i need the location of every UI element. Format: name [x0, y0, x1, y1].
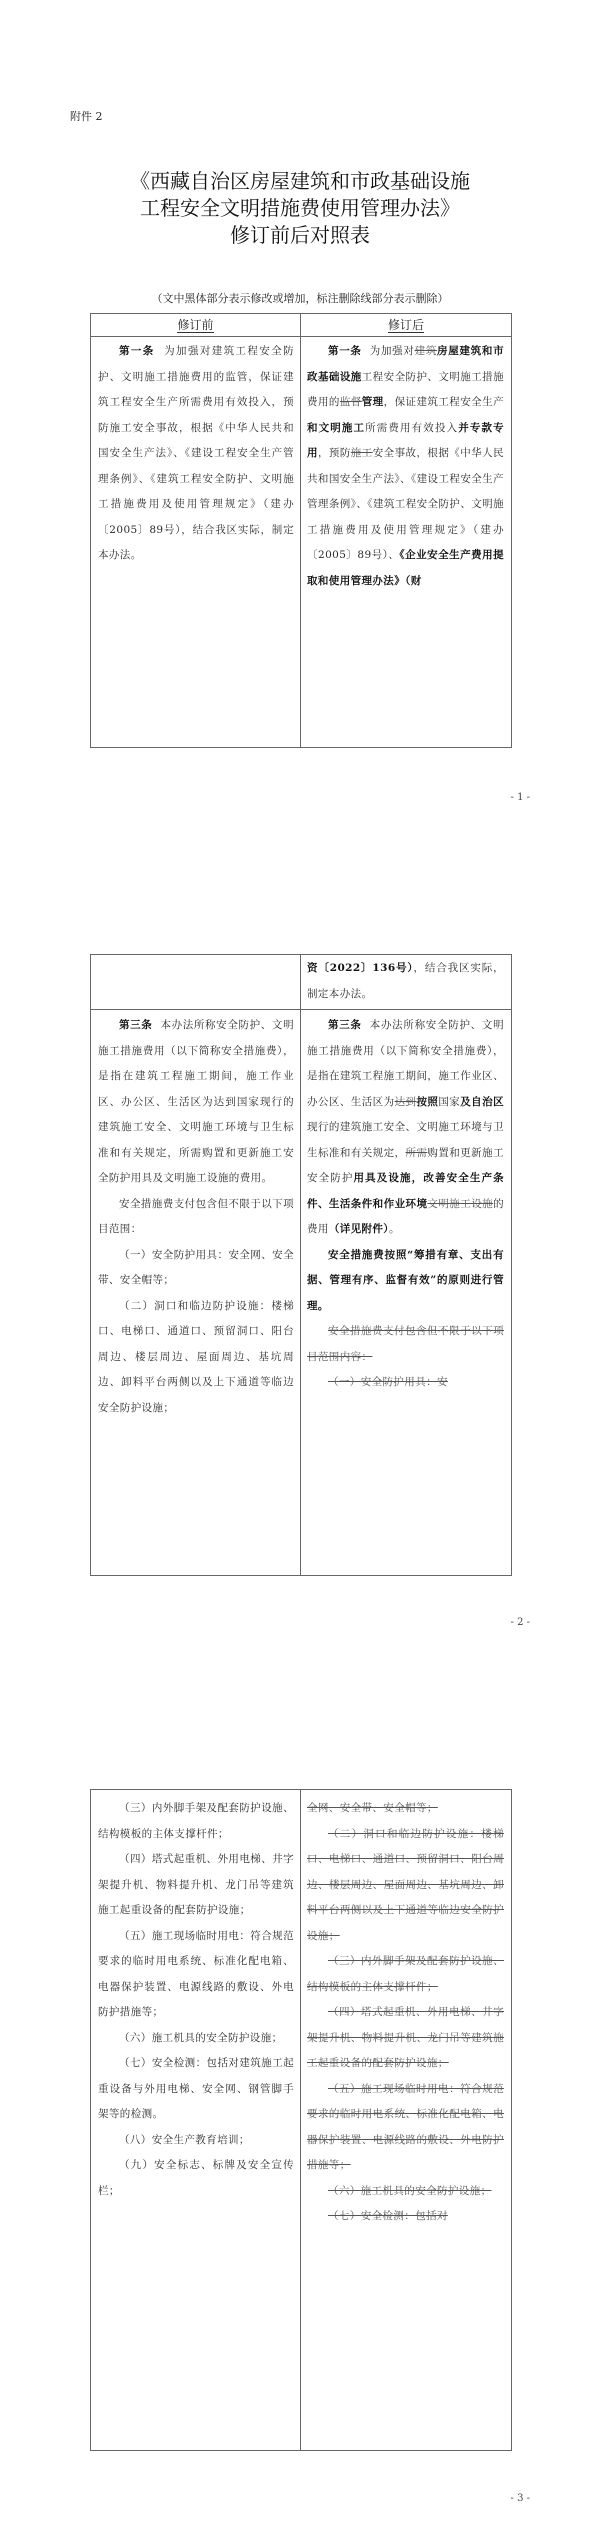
cell-after-items: 全网、安全带、安全帽等； （二）洞口和临边防护设施：楼梯口、电梯口、通道口、预留洞口、阳台周边、楼层周边、屋面周边、基坑周边、卸料平台两侧以及上下通道等临边安全防护设施； （三）内外脚手架及配套防护设施、结构模板的主体支撑杆件； （四）塔式起重机、外用电梯、井字架提升机、物料提升机、龙门吊等建筑施工起重设备的配套防护设施； （五）施工现场临时用电：符合规范要求的临时用电系统、标准化配电箱、电器保护装置、电源线路的敷设、外电防护措施等； （六）施工机具的安全防护设施； （七）安全检测：包括对 — [307, 1802, 504, 2222]
document-title-line-3: 修订前后对照表 — [230, 223, 370, 247]
header-after: 修订后 — [301, 314, 511, 337]
page-number-2: - 2 - — [510, 1617, 530, 1628]
cell-after-article-3: 第三条 本办法所称安全防护、文明施工措施费用（以下简称安全措施费），是指在建筑工程施工期间，施工作业区、办公区、生活区为达到按照国家及自治区现行的建筑施工安全、文明施工环境与卫生标准和有关规定，所需购置和更新施工安全防护用具及设施，改善安全生产条件、生活条件和作业环境文明施工设施的费用（详见附件）。 安全措施费按照“筹措有章、支出有据、管理有序、监督有效”的原则进行管理。 安全措施费支付包含但不限于以下项目范围内容： （一）安全防护用具：安 — [307, 1019, 504, 1388]
cell-before-items: （三）内外脚手架及配套防护设施、结构模板的主体支撑杆件； （四）塔式起重机、外用电梯、井字架提升机、物料提升机、龙门吊等建筑施工起重设备的配套防护设施； （五）施工现场临时用电：符合规范要求的临时用电系统、标准化配电箱、电器保护装置、电源线路的敷设、外电防护措施等； （六）施工机具的安全防护设施； （七）安全检测：包括对建筑施工起重设备与外用电梯、安全网、钢管脚手架等的检测。 （八）安全生产教育培训； （九）安全标志、标牌及安全宣传栏； — [98, 1802, 294, 2197]
comparison-table-page-2 — [90, 954, 512, 1576]
cell-after-article-1: 第一条 为加强对建筑房屋建筑和市政基础设施工程安全防护、文明施工措施费用的监督管理，保证建筑工程安全生产和文明施工所需费用有效投入并专款专用，预防施工安全事故，根据《中华人民共和国安全生产法》、《建设工程安全生产管理条例》、《建筑工程安全防护、文明施工措施费用及使用管理规定》（建办〔2005〕89号）、《企业安全生产费用提取和使用管理办法》（财 — [307, 345, 505, 587]
page-number-3: - 3 - — [510, 2493, 530, 2504]
document-title-line-2: 工程安全文明措施费使用管理办法》 — [140, 196, 460, 220]
document-title-line-1: 《西藏自治区房屋建筑和市政基础设施 — [130, 169, 470, 193]
comparison-table-page-1 — [90, 313, 512, 748]
comparison-table-page-3 — [90, 1789, 512, 2451]
header-before: 修订前 — [91, 314, 300, 337]
attachment-label: 附件 2 — [70, 110, 103, 123]
cell-before-article-1: 第一条 为加强对建筑工程安全防护、文明施工措施费用的监管，保证建筑工程安全生产所需费用有效投入，预防施工安全事故，根据《中华人民共和国安全生产法》、《建设工程安全生产管理条例》、《建筑工程安全防护、文明施工措施费用及使用管理规定》（建办〔2005〕89号），结合我区实际，制定本办法。 — [98, 345, 294, 561]
legend-note: （文中黑体部分表示修改或增加，标注删除线部分表示删除） — [151, 292, 449, 305]
page-number-1: - 1 - — [510, 792, 530, 803]
cell-before-article-3: 第三条 本办法所称安全防护、文明施工措施费用（以下简称安全措施费），是指在建筑工程施工期间，施工作业区、办公区、生活区为达到国家现行的建筑施工安全、文明施工环境与卫生标准和有关规定，所需购置和更新施工安全防护用具及文明施工设施的费用。 安全措施费支付包含但不限于以下项目范围： （一）安全防护用具：安全网、安全带、安全帽等； （二）洞口和临边防护设施：楼梯口、电梯口、通道口、预留洞口、阳台周边、楼层周边、屋面周边、基坑周边、卸料平台两侧以及上下通道等临边安全防护设施； — [98, 1019, 294, 1414]
cell-after-article-1-cont: 资〔2022〕136号），结合我区实际，制定本办法。 — [307, 962, 504, 1000]
